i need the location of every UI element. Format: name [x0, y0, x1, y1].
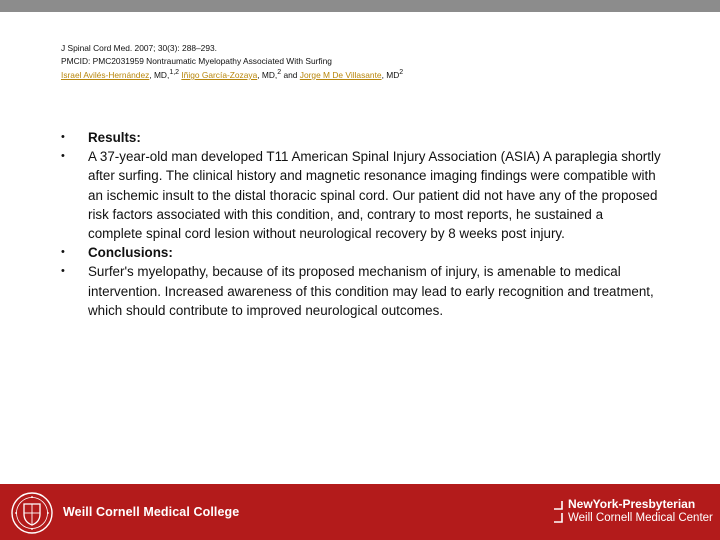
- journal-line: J Spinal Cord Med. 2007; 30(3): 288–293.: [61, 43, 217, 53]
- author-link-2[interactable]: Iñigo García-Zozaya: [181, 69, 258, 80]
- authors-line: [61, 67, 701, 81]
- conclusions-heading: Conclusions:: [88, 245, 173, 261]
- conclusions-text: Surfer's myelopathy, because of its proposed mechanism of injury, is amenable to medical intervention. Increased awareness of this condition may lead to early recognition and treatment, which should contribute to improved neurological outcomes.: [88, 264, 654, 318]
- author-affiliation-3: 2: [399, 69, 404, 76]
- author-affiliation-1: 1,2: [169, 69, 180, 76]
- author-link-1[interactable]: Israel Avilés-Hernández: [61, 69, 150, 80]
- author-link-3[interactable]: Jorge M De Villasante: [299, 69, 382, 80]
- author-credentials-1: , MD,: [149, 69, 170, 80]
- bullet-item-conclusions-text: [61, 262, 661, 320]
- article-title-line: PMCID: PMC2031959 Nontraumatic Myelopathy Associated With Surfing: [61, 55, 332, 66]
- bullet-icon: •: [61, 131, 65, 143]
- citation-block: [61, 42, 701, 81]
- bullet-icon: •: [61, 246, 65, 259]
- bullet-item-results-text: [61, 147, 661, 243]
- author-affiliation-2: 2: [277, 69, 282, 76]
- hospital-center-name: Weill Cornell Medical Center: [568, 512, 713, 524]
- author-credentials-2: , MD,: [257, 69, 278, 80]
- results-heading: Results:: [88, 130, 141, 145]
- top-bar: [0, 0, 720, 12]
- and-word: and: [281, 69, 300, 80]
- bullet-icon: •: [61, 265, 65, 278]
- cornell-seal-icon: [11, 492, 53, 534]
- bullet-item-results-heading: [61, 128, 661, 147]
- college-name: Weill Cornell Medical College: [63, 505, 240, 519]
- nyp-bracket-icon: [552, 500, 564, 524]
- hospital-name: NewYork-Presbyterian: [568, 497, 696, 511]
- abstract-bullet-list: [61, 128, 661, 320]
- results-text: A 37-year-old man developed T11 American Spinal Injury Association (ASIA) A paraplegia shortly after surfing. The clinical history and magnetic resonance imaging findings were compatible with an ischemic insult to the distal thoracic spinal cord. Our patient did not have any of the proposed risk factors associated with this condition, and, contrary to most reports, he sustained a complete spinal cord lesion without neurological recovery by 8 weeks post injury.: [88, 149, 661, 242]
- bullet-item-conclusions-heading: [61, 243, 661, 262]
- author-credentials-3: , MD: [381, 69, 400, 80]
- bullet-icon: •: [61, 150, 65, 163]
